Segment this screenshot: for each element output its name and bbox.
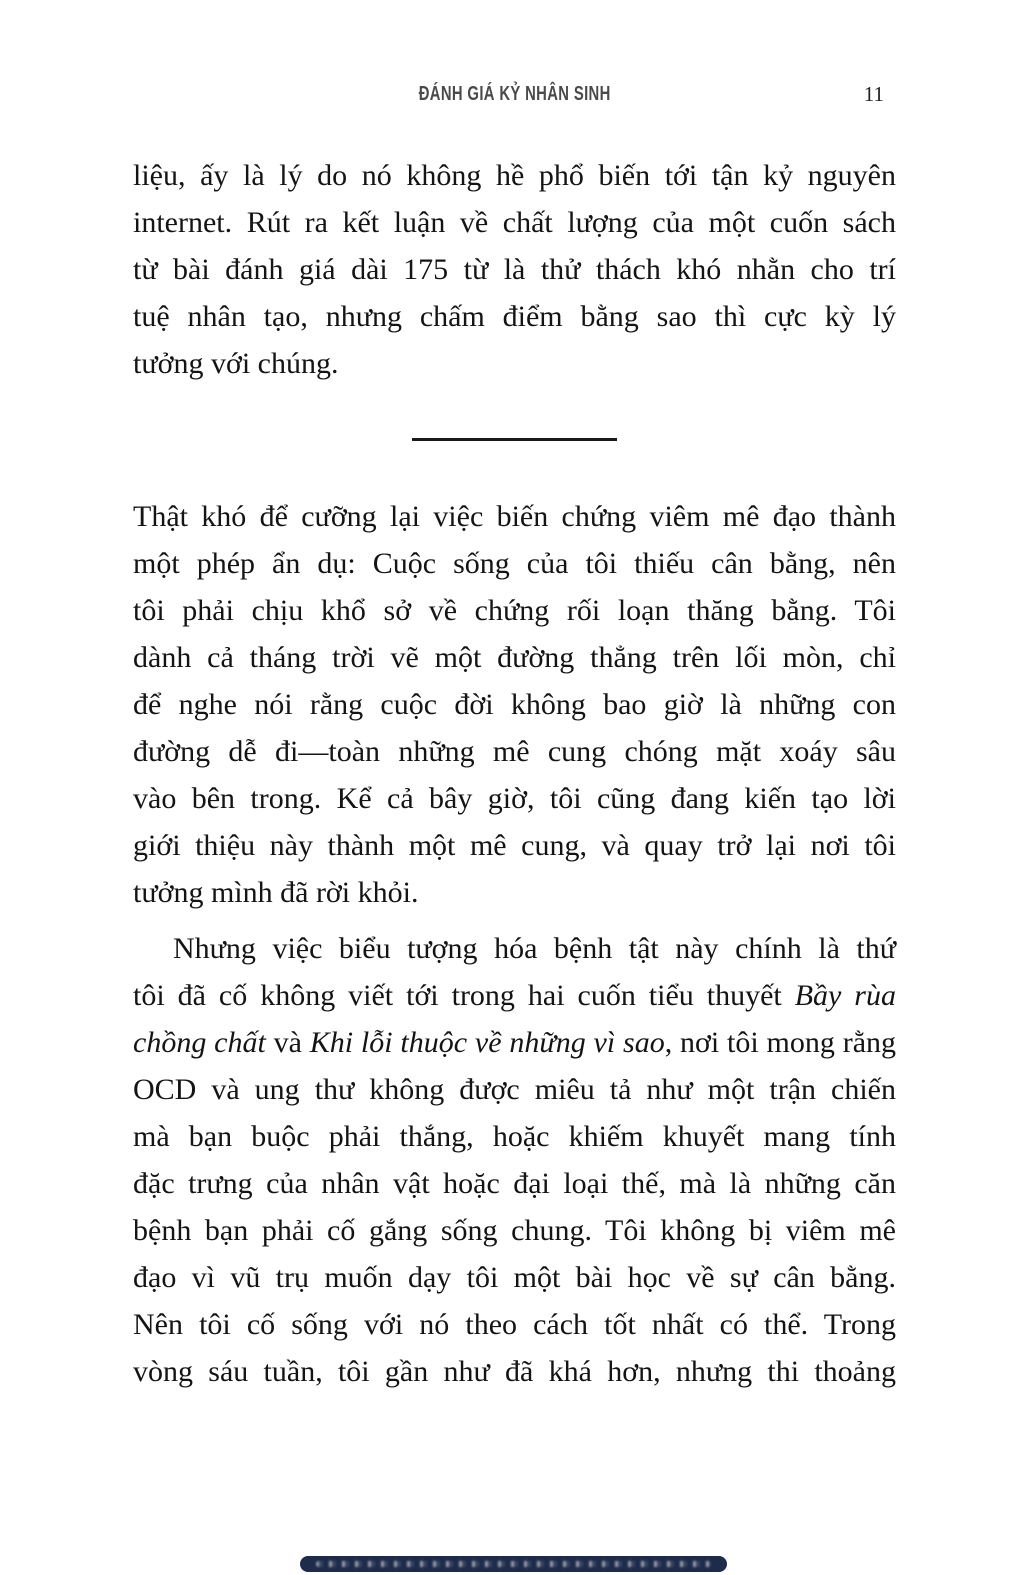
text-line (133, 972, 896, 1019)
text-line (133, 822, 896, 869)
text-line (133, 681, 896, 728)
text-line (133, 246, 896, 293)
text-run: internet. Rút ra kết luận về chất lượng của một cuốn sách (133, 206, 896, 239)
text-run: OCD và ung thư không được miêu tả như một trận chiến (133, 1073, 896, 1106)
paragraph (133, 925, 896, 1395)
text-run: , nơi tôi mong rằng (664, 1026, 897, 1059)
text-line (133, 152, 896, 199)
text-run: liệu, ấy là lý do nó không hề phổ biến tới tận kỷ nguyên (133, 159, 896, 192)
text-run: tưởng với chúng. (133, 347, 339, 380)
text-run: đạo vì vũ trụ muốn dạy tôi một bài học về sự cân bằng. (133, 1261, 896, 1294)
text-run: tưởng mình đã rời khỏi. (133, 876, 419, 909)
paragraph (133, 493, 896, 916)
text-run: tôi phải chịu khổ sở về chứng rối loạn thăng bằng. Tôi (133, 594, 896, 627)
text-line (133, 1019, 896, 1066)
book-title-italic: Khi lỗi thuộc về những vì sao (309, 1026, 665, 1059)
text-line (133, 540, 896, 587)
text-line (133, 293, 896, 340)
text-run: vòng sáu tuần, tôi gần như đã khá hơn, nhưng thi thoảng (133, 1355, 896, 1388)
text-line (133, 728, 896, 775)
bottom-overlay-bar-marks (316, 1561, 711, 1567)
text-run: đặc trưng của nhân vật hoặc đại loại thế, mà là những căn (133, 1167, 896, 1200)
text-run: Nhưng việc biểu tượng hóa bệnh tật này chính là thứ (173, 932, 896, 965)
text-line (133, 1207, 896, 1254)
text-line (133, 925, 896, 972)
text-line (133, 1348, 896, 1395)
text-line (133, 634, 896, 681)
section-divider (412, 438, 617, 441)
text-line (133, 199, 896, 246)
running-header (133, 83, 896, 107)
text-line (133, 1066, 896, 1113)
text-run: Nên tôi cố sống với nó theo cách tốt nhất có thể. Trong (133, 1308, 896, 1341)
text-line (133, 1254, 896, 1301)
text-run: từ bài đánh giá dài 175 từ là thử thách khó nhằn cho trí (133, 253, 896, 286)
text-run: và (265, 1026, 310, 1059)
text-line (133, 869, 896, 916)
text-run: bệnh bạn phải cố gắng sống chung. Tôi không bị viêm mê (133, 1214, 896, 1247)
paragraph (133, 152, 896, 387)
text-run: tuệ nhân tạo, nhưng chấm điểm bằng sao thì cực kỳ lý (133, 300, 896, 333)
page-number: 11 (863, 82, 884, 106)
bottom-overlay-bar[interactable] (300, 1556, 727, 1572)
text-run: giới thiệu này thành một mê cung, và quay trở lại nơi tôi (133, 829, 896, 862)
text-line (133, 775, 896, 822)
text-run: tôi đã cố không viết tới trong hai cuốn tiểu thuyết (133, 979, 795, 1012)
book-title-italic: Bầy rùa (794, 979, 896, 1012)
running-title: ĐÁNH GIÁ KỶ NHÂN SINH (418, 83, 611, 105)
text-line (133, 1301, 896, 1348)
page-body (133, 152, 896, 1395)
text-run: một phép ẩn dụ: Cuộc sống của tôi thiếu cân bằng, nên (133, 547, 896, 580)
text-line (133, 493, 896, 540)
text-run: dành cả tháng trời vẽ một đường thẳng trên lối mòn, chỉ (133, 641, 896, 674)
text-run: Thật khó để cưỡng lại việc biến chứng viêm mê đạo thành (133, 500, 896, 533)
text-line (133, 587, 896, 634)
text-run: để nghe nói rằng cuộc đời không bao giờ là những con (133, 688, 896, 721)
text-run: vào bên trong. Kể cả bây giờ, tôi cũng đang kiến tạo lời (133, 782, 896, 815)
text-run: đường dễ đi—toàn những mê cung chóng mặt xoáy sâu (133, 735, 896, 768)
text-line (133, 1113, 896, 1160)
text-line (133, 340, 896, 387)
text-line (133, 1160, 896, 1207)
running-title-wrap (133, 83, 896, 105)
book-title-italic: chồng chất (133, 1026, 266, 1059)
text-run: mà bạn buộc phải thắng, hoặc khiếm khuyết mang tính (133, 1120, 896, 1153)
